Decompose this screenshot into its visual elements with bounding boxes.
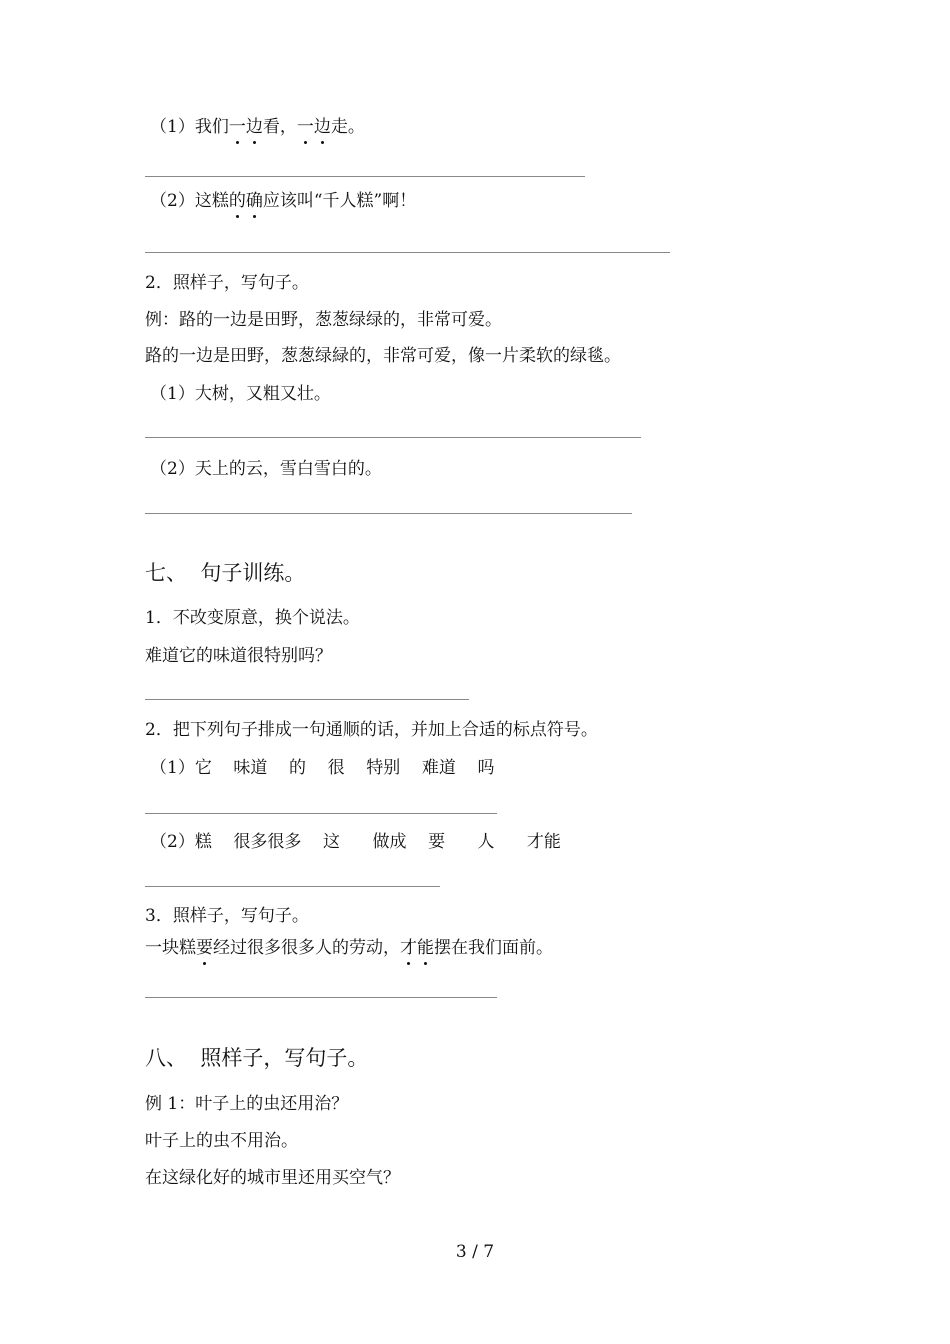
s7-question-2-1: （1）它 味道 的 很 特别 难道 吗 [150,758,495,778]
emphasis-char: 边 [313,117,331,137]
question-1-2 [150,190,416,212]
s8-question-1: 在这绿化好的城市里还用买空气？ [145,1168,400,1188]
text: 看， [262,117,297,137]
s8-example-1-answer: 叶子上的虫不用治。 [145,1131,298,1151]
s8-example-1: 例 1：叶子上的虫还用治？ [145,1094,349,1114]
s7-question-1-title: 1．不改变原意，换个说法。 [145,608,360,628]
section-7-heading: 七、 句子训练。 [145,561,306,585]
section-8-heading: 八、 照样子，写句子。 [145,1046,369,1070]
answer-line[interactable] [145,513,632,514]
s7-question-3-sentence [145,937,553,959]
answer-line[interactable] [145,997,497,998]
question-2-1: （1）大树，又粗又壮。 [150,384,331,404]
emphasis-char: 一 [228,117,246,137]
text: 一块糕 [145,938,196,958]
example-sentence: 例：路的一边是田野，葱葱绿绿的，非常可爱。 [145,310,502,330]
text: 摆在我们面前。 [434,938,553,958]
s7-question-3-title: 3．照样子，写句子。 [145,906,309,926]
question-2-2: （2）天上的云，雪白雪白的。 [150,459,382,479]
text: 走。 [330,117,365,137]
text: 应该叫“千人糕”啊！ [262,191,417,211]
text: 经过很多很多人的劳动， [213,938,400,958]
s7-question-2-title: 2．把下列句子排成一句通顺的话，并加上合适的标点符号。 [145,720,598,740]
emphasis-char: 能 [417,938,434,958]
emphasis-char: 才 [400,938,417,958]
page-number: 3 / 7 [455,1242,495,1262]
answer-line[interactable] [145,176,585,177]
emphasis-char: 确 [245,191,263,211]
text: （2）这糕 [150,191,229,211]
emphasis-char: 一 [296,117,314,137]
emphasis-char: 的 [228,191,246,211]
emphasis-char: 要 [196,938,213,958]
example-expanded: 路的一边是田野，葱葱绿緑的，非常可爱，像一片柔软的绿毯。 [145,346,621,366]
answer-line[interactable] [145,886,440,887]
question-2-title: 2．照样子，写句子。 [145,273,309,293]
s7-question-2-2: （2）糕 很多很多 这 做成 要 人 才能 [150,832,561,852]
answer-line[interactable] [145,252,670,253]
answer-line[interactable] [145,437,641,438]
text: （1）我们 [150,117,229,137]
s7-question-1-sentence: 难道它的味道很特别吗？ [145,646,332,666]
emphasis-char: 边 [245,117,263,137]
question-1-1 [150,116,365,138]
answer-line[interactable] [145,813,497,814]
answer-line[interactable] [145,699,469,700]
